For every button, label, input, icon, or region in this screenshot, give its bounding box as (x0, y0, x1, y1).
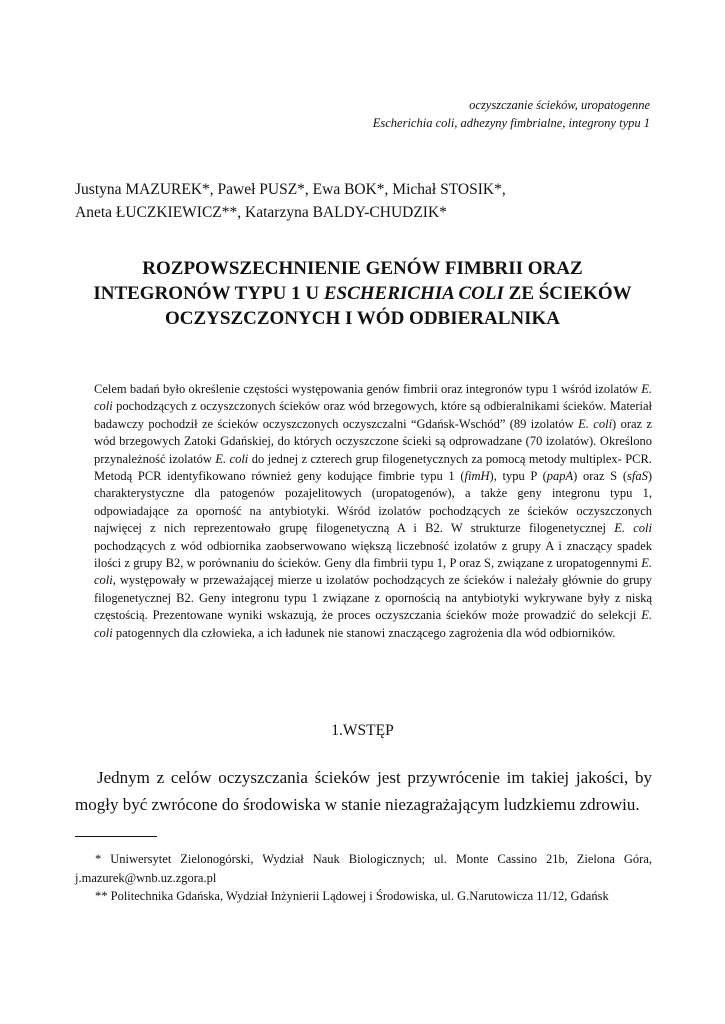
authors (75, 178, 655, 224)
keywords-line-1: oczyszczanie ścieków, uropatogenne (469, 98, 650, 112)
footnote-divider (75, 836, 157, 837)
authors-line-2: Aneta ŁUCZKIEWICZ**, Katarzyna BALDY-CHUDZIK* (75, 204, 447, 221)
authors-line-1: Justyna MAZUREK*, Paweł PUSZ*, Ewa BOK*, Michał STOSIK*, (75, 181, 506, 198)
title-line-3: OCZYSZCZONYCH I WÓD ODBIERALNIKA (164, 308, 561, 329)
keywords (150, 96, 650, 132)
title-line-2: INTEGRONÓW TYPU 1 U ESCHERICHIA COLI ZE ŚCIEKÓW (93, 283, 632, 304)
section-heading: 1.WSTĘP (331, 722, 394, 739)
title-line-1: ROZPOWSZECHNIENIE GENÓW FIMBRII ORAZ (142, 258, 583, 279)
footnote-2: ** Politechnika Gdańska, Wydział Inżynierii Lądowej i Środowiska, ul. G.Narutowicza 11/12, Gdańsk (95, 889, 609, 903)
footnotes (75, 850, 652, 906)
footnote-1: * Uniwersytet Zielonogórski, Wydział Nauk Biologicznych; ul. Monte Cassino 21b, Zielona Góra, j.mazurek@wnb.uz.zgora.pl (75, 852, 652, 885)
paper-title (70, 256, 655, 331)
keywords-line-2: Escherichia coli, adhezyny fimbrialne, integrony typu 1 (372, 116, 650, 130)
abstract: Celem badań było określenie częstości występowania genów fimbrii oraz integronów typu 1 wśród izolatów E. coli pochodzących z oczyszczonych ścieków oraz wód brzegowych, które są odbieralnikami ścieków. Materiał badawczy pochodził ze ścieków oczyszczonych oczyszczalni “Gdańsk-Wschód” (89 izolatów E. coli) oraz z wód brzegowych Zatoki Gdańskiej, do których oczyszczone ścieki są odprowadzane (70 izolatów). Określono przynależność izolatów E. coli do jednej z czterech grup filogenetycznych za pomocą metody multiplex- PCR. Metodą PCR identyfikowano również geny kodujące fimbrie typu 1 (fimH), typu P (papA) oraz S (sfaS) charakterystyczne dla patogenów pozajelitowych (uropatogenów), a także geny integronu typu 1, odpowiadające za oporność na antybiotyki. Wśród izolatów pochodzących ze ścieków oczyszczonych najwięcej z nich reprezentowało grupę filogenetyczną A i B2. W strukturze filogenetycznej E. coli pochodzących z wód odbiornika zaobserwowano większą liczebność izolatów z grupy A i znaczący spadek ilości z grupy B2, w porównaniu do ścieków. Geny dla fimbrii typu 1, P oraz S, związane z uropatogennymi E. coli, występowały w przeważającej mierze u izolatów pochodzących ze ścieków i należały głównie do grupy filogenetycznej B2. Geny integronu typu 1 związane z opornością na antybiotyki wykrywane były z niską częstością. Prezentowane wyniki wskazują, że proces oczyszczania ścieków może prowadzić do selekcji E. coli patogennych dla człowieka, a ich ładunek nie stanowi znaczącego zagrożenia dla wód odbiorników. (94, 382, 652, 640)
intro-paragraph: Jednym z celów oczyszczania ścieków jest przywrócenie im takiej jakości, by mogły być zwrócone do środowiska w stanie niezagrażającym ludzkiemu zdrowiu. (75, 768, 652, 814)
